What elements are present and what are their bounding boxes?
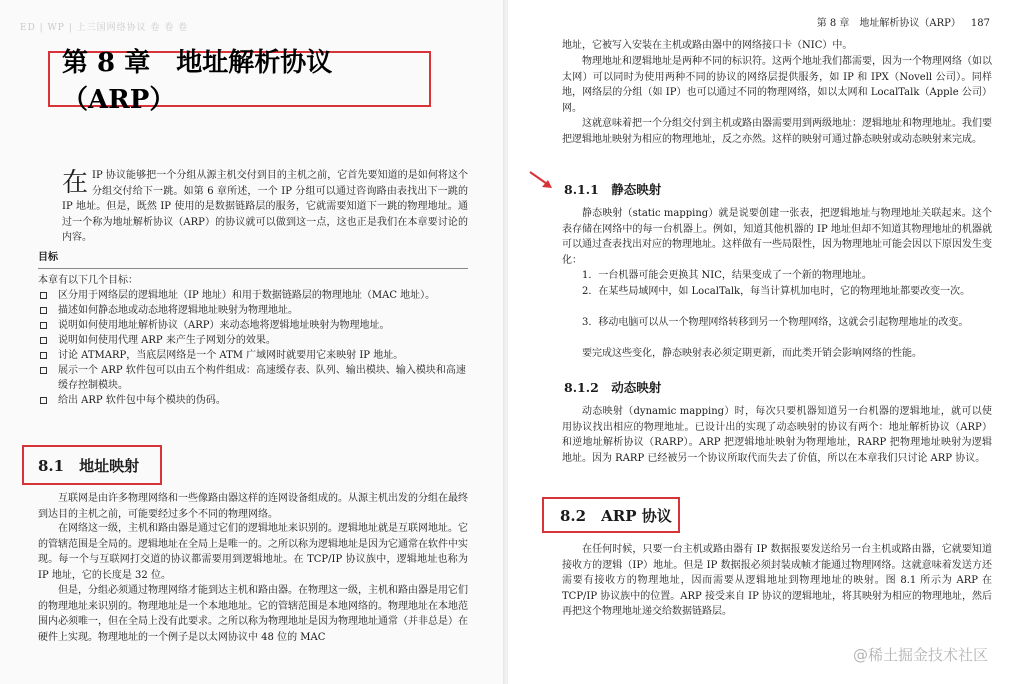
chapter-title-text: 第 8 章 地址解析协议（ARP）	[62, 48, 333, 115]
checkbox-icon	[40, 307, 47, 314]
page-number: 187	[970, 18, 990, 29]
goal-item: 给出 ARP 软件包中每个模块的伪码。	[38, 393, 468, 408]
checkbox-icon	[40, 322, 47, 329]
chapter-title	[48, 48, 431, 115]
section-8-1-para-3: 但是，分组必须通过物理网络才能到达主机和路由器。在物理这一级，主机和路由器是用它们的物理地址来识别的。物理地址是一个本地地址。它的管辖范围是本地网络的。物理地址在本地范围内必须唯一，但在全局上没有此要求。之所以称为物理地址是因为物理地址通常（并非总是）在硬件上实现。物理地址的一个例子是以太网协议中 48 位的 MAC	[38, 585, 468, 643]
goal-item: 区分用于网络层的逻辑地址（IP 地址）和用于数据链路层的物理地址（MAC 地址）。	[38, 288, 468, 303]
running-head-title: 第 8 章 地址解析协议（ARP）	[816, 18, 961, 29]
section-8-2-heading: 8.2 ARP 协议	[542, 497, 680, 533]
goals-intro: 本章有以下几个目标：	[38, 275, 138, 286]
right-running-head	[817, 14, 990, 29]
intro-paragraph	[62, 168, 468, 246]
red-arrow-icon	[528, 170, 556, 192]
dynamic-mapping-paragraph: 动态映射（dynamic mapping）时，每次只要机器知道另一台机器的逻辑地址，就可以使用协议找出相应的物理地址。已设计出的实现了动态映射的协议有两个：地址解析协议（ARP）和逆地址解析协议（RARP）。ARP 把逻辑地址映射为物理地址，RARP 把物理地址映射为逻辑地址。因为 RARP 已经被另一个协议所取代而失去了价值，所以在本章我们只讨论 ARP 协议。	[562, 406, 992, 464]
left-running-head: ED | WP | 上三国网络协议 卷 卷 卷	[20, 23, 189, 33]
watermark: @稀土掘金技术社区	[852, 646, 988, 664]
intro-text: IP 协议能够把一个分组从源主机交付到目的主机之前，它首先要知道的是如何将这个分组交付给下一跳。如第 6 章所述，一个 IP 分组可以通过咨询路由表找出下一跳的 IP 地址。但是，既然 IP 使用的是数据链路层的服务，它就需要知道下一跳的物理地址。通过一个称为地址解析协议（ARP）的协议就可以做到这一点，这也正是我们在本章要讨论的内容。	[62, 170, 468, 243]
static-mapping-closing: 要完成这些变化，静态映射表必须定期更新，而此类开销会影响网络的性能。	[582, 348, 922, 359]
identifiers-paragraph: 物理地址和逻辑地址是两种不同的标识符。这两个地址我们都需要，因为一个物理网络（如以太网）可以同时为使用两种不同的协议的网络层提供服务，如 IP 和 IPX（Novell 公司）。同样地，网络层的分组（如 IP）也可以通过不同的物理网络，如以太网和 LocalTalk（Apple 公司）网。	[562, 56, 992, 114]
section-8-1-para-2: 在网络这一级，主机和路由器是通过它们的逻辑地址来识别的。逻辑地址就是互联网地址。它的管辖范围是全局的。逻辑地址在全局上是唯一的。之所以称为逻辑地址是因为它通常在软件中实现。每一个与互联网打交道的协议都需要用到逻辑地址。在 TCP/IP 协议族中，逻辑地址也称为 IP 地址，它的长度是 32 位。	[38, 523, 468, 581]
checkbox-icon	[40, 352, 47, 359]
goal-item: 说明如何使用代理 ARP 来产生子网划分的效果。	[38, 333, 468, 348]
goals-box	[38, 250, 468, 408]
two-levels-paragraph: 这就意味着把一个分组交付到主机或路由器需要用到两级地址：逻辑地址和物理地址。我们要把逻辑地址映射为相应的物理地址，反之亦然。这样的映射可通过静态映射或动态映射来完成。	[562, 118, 992, 145]
static-mapping-paragraph: 静态映射（static mapping）就是说要创建一张表，把逻辑地址与物理地址关联起来。这个表存储在网络中的每一台机器上。例如，知道其他机器的 IP 地址但却不知道其物理地址的机器就可以通过查表找出对应的物理地址。这样做有一些局限性，因为物理地址可能会因以下原因发生变化：	[562, 208, 992, 266]
section-8-1-para-1: 互联网是由许多物理网络和一些像路由器这样的连网设备组成的。从源主机出发的分组在最终到达目的主机之前，可能要经过多个不同的物理网络。	[38, 493, 468, 520]
checkbox-icon	[40, 337, 47, 344]
goal-item: 展示一个 ARP 软件包可以由五个构件组成：高速缓存表、队列、输出模块、输入模块和高速缓存控制模块。	[38, 363, 468, 393]
checkbox-icon	[40, 292, 47, 299]
checkbox-icon	[40, 397, 47, 404]
subsection-8-1-2-title: 8.1.2 动态映射	[564, 380, 662, 395]
static-list-item-2: 2．在某些局域网中，如 LocalTalk，每当计算机加电时，它的物理地址都要改变一次。	[582, 286, 971, 297]
right-page	[508, 0, 1010, 684]
static-list-item-1: 1．一台机器可能会更换其 NIC，结果变成了一个新的物理地址。	[582, 270, 872, 281]
arp-paragraph: 在任何时候，只要一台主机或路由器有 IP 数据报要发送给另一台主机或路由器，它就要知道接收方的逻辑（IP）地址。但是 IP 数据报必须封装成帧才能通过物理网络。这就意味着发送方还需要有接收方的物理地址，因而需要从逻辑地址到物理地址的映射。图 8.1 所示为 ARP 在 TCP/IP 协议族中的位置。ARP 接受来自 IP 协议的逻辑地址，将其映射为相应的物理地址，然后再把这个物理地址递交给数据链路层。	[562, 544, 992, 617]
section-8-1-heading: 8.1 地址映射	[22, 445, 162, 485]
drop-cap: 在	[62, 168, 89, 198]
continued-paragraph: 地址，它被写入安装在主机或路由器中的网络接口卡（NIC）中。	[562, 40, 853, 51]
subsection-8-1-1-title: 8.1.1 静态映射	[564, 182, 662, 197]
checkbox-icon	[40, 367, 47, 374]
goals-heading: 目标	[38, 250, 468, 269]
goals-list	[38, 288, 468, 408]
goal-item: 说明如何使用地址解析协议（ARP）来动态地将逻辑地址映射为物理地址。	[38, 318, 468, 333]
goal-item: 讨论 ATMARP，当底层网络是一个 ATM 广域网时就要用它来映射 IP 地址。	[38, 348, 468, 363]
static-list-item-3: 3．移动电脑可以从一个物理网络转移到另一个物理网络，这就会引起物理地址的改变。	[582, 317, 969, 328]
goal-item: 描述如何静态地或动态地将逻辑地址映射为物理地址。	[38, 303, 468, 318]
